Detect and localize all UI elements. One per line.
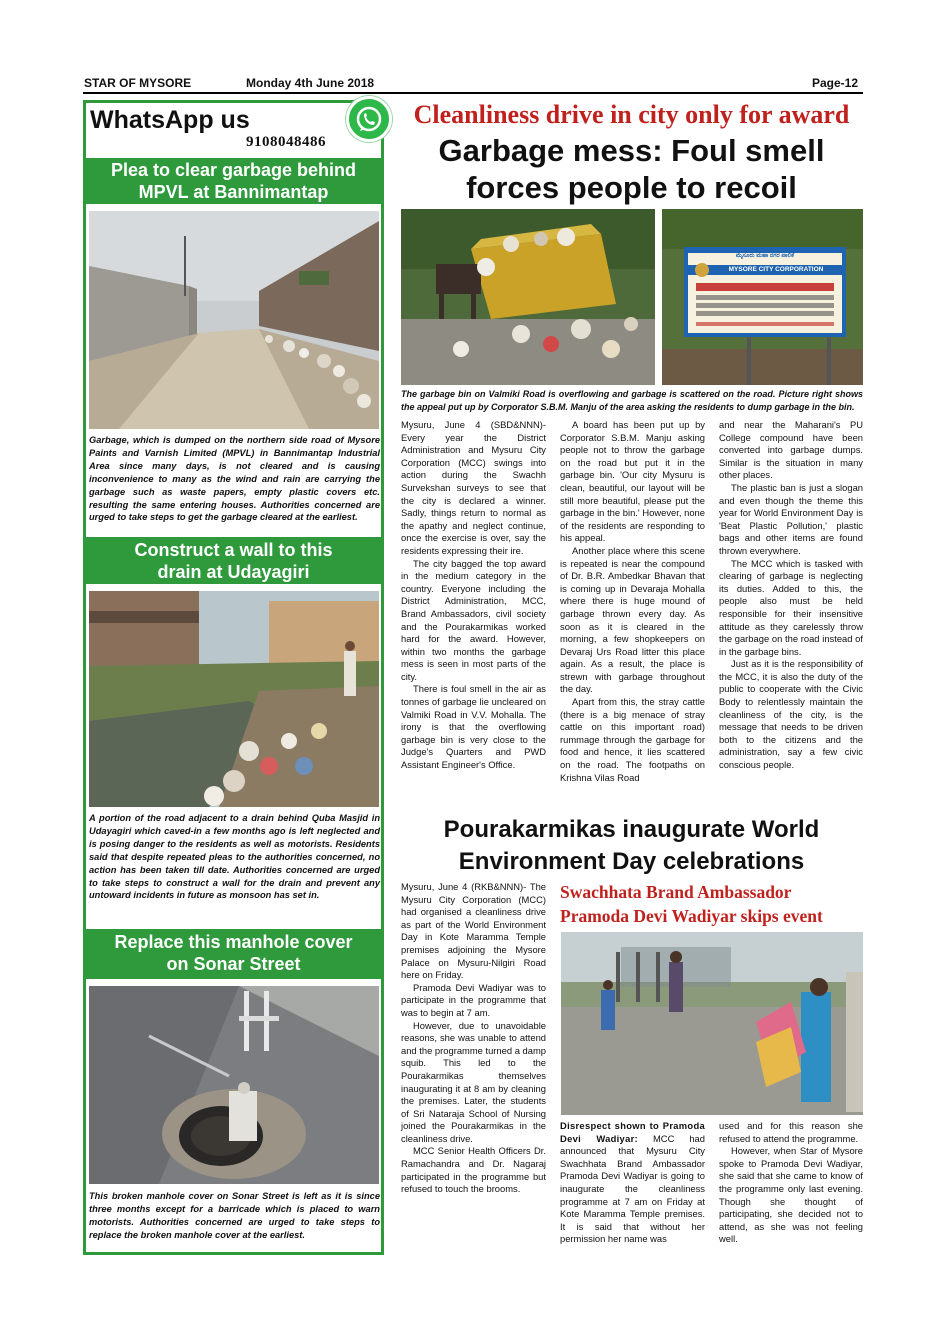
photo-garbage-road <box>89 211 379 429</box>
story1-paragraph: The city bagged the top award in the medium category in the country. Everyone including the District Administration, MCC, Brand Ambassadors, civil society and the Pourakarmikas worked hard for the award. However, within two months the garbage mess is seen in most parts of the city. <box>401 557 546 682</box>
story2-paragraph: used and for this reason she refused to attend the programme. <box>719 1120 863 1144</box>
story1-paragraph: There is foul smell in the air as tonnes of garbage lie uncleared on Valmiki Road in V.V. Mohalla. The irony is that the overflowing garbage bin is very close to the Judge's Quarters and PWD Assistant Engineer's Office. <box>401 683 546 771</box>
story2-lead-in: Disrespect shown to Pramoda Devi Wadiyar: <box>560 1120 705 1144</box>
photo-overflowing-garbage-bin <box>401 209 655 385</box>
section-title-sonar-street <box>86 929 381 979</box>
story1-paragraph: Apart from this, the stray cattle (there is a big menace of stray cattle on this important road) rummage through the garbage for food and hence, it lies scattered on the road. The footpaths on Krishna Vilas Road <box>560 696 705 783</box>
story2-column-2 <box>560 1120 705 1246</box>
story2-paragraph: However, due to unavoidable reasons, she was unable to attend and the programme turned a damp squib. This led to the Pourakarmikas themselves inaugurating it at 8 am by cleaning the premises. Later, the students of Sri Nataraja School of Nursing joined the Pourakarmikas in the cleanliness drive. <box>401 1019 546 1144</box>
masthead-paper-name: STAR OF MYSORE <box>84 76 192 90</box>
whatsapp-number: 9108048486 <box>246 134 326 150</box>
page-number: Page-12 <box>812 76 859 90</box>
photo-corporator-appeal-sign <box>662 209 863 385</box>
story2-column-3 <box>719 1120 863 1246</box>
story1-paragraph: Another place where this scene is repeated is near the compound of Dr. B.R. Ambedkar Bhavan that is coming up in Devaraja Mohalla where there is huge mound of garbage thrown every day. As soon as it is cleared in the morning, a few shopkeepers on Devaraj Urs Road litter this place again. As a result, the place is strewn with garbage throughout the day. <box>560 544 705 695</box>
section-title-line: Replace this manhole cover <box>114 932 353 952</box>
story2-headline-line2: Environment Day celebrations <box>458 848 805 875</box>
story2-paragraph: Mysuru, June 4 (RKB&NNN)- The Mysuru City Corporation (MCC) had organised a cleanliness drive as part of the World Environment Day in Kote Maramma Temple premises adjoining the Mysore Palace on Mysuru-Nilgiri Road here on Friday. <box>401 881 546 981</box>
story1-headline-line2: forces people to recoil <box>466 170 797 205</box>
whatsapp-icon <box>346 96 392 142</box>
story1-headline-line1: Garbage mess: Foul smell <box>438 133 825 168</box>
photo-broken-manhole <box>89 986 379 1184</box>
photo-caption-udayagiri: A portion of the road adjacent to a drain behind Quba Masjid in Udayagiri which caved-in a few months ago is left neglected and is posing danger to the residents as well as motorists. Residents said that despite repeated pleas to the authorities concerned, no action has been taken till date. Authorities concerned are urged to take steps to construct a wall for the drain and prevent any untoward incidents in future as monsoon has set in. <box>89 813 380 901</box>
masthead-date: Monday 4th June 2018 <box>246 76 375 90</box>
story1-paragraph: A board has been put up by Corporator S.B.M. Manju asking people not to throw the garbage on the road but put it in the garbage bin. 'Our city Mysuru is clean, beautiful, our layout will be still more beautiful, please put the garbage in the bin.' However, none of the residents are responding to his appeal. <box>560 419 705 544</box>
story1-paragraph: The MCC which is tasked with clearing of garbage is neglecting its duties. Added to this, the people also must be held responsible for their insensitive attitude as they carelessly throw the garbage on the road instead of in the garbage bins. <box>719 557 863 657</box>
story1-kicker: Cleanliness drive in city only for award <box>413 100 850 129</box>
story1-paragraph: Mysuru, June 4 (SBD&NNN)- Every year the District Administration and Mysuru City Corporation (MCC) swings into action during the Swachh Survekshan surveys to see that the city is declared a winner. Sadly, things return to normal as the apathy and neglect continue, once the exercise is over, say the residents expressing their ire. <box>401 419 546 556</box>
story2-column-1 <box>401 881 546 1196</box>
story2-headline-line1: Pourakarmikas inaugurate World <box>443 816 820 843</box>
story2-subhead-line2: Pramoda Devi Wadiyar skips event <box>560 906 823 926</box>
sign-kannada-line: ಮೈಸೂರು ಮಹಾ ನಗರ ಪಾಲಿಕೆ <box>735 253 795 259</box>
whatsapp-title: WhatsApp us <box>90 106 250 134</box>
story1-paragraph: The plastic ban is just a slogan and even though the theme this year for World Environment Day is 'Beat Plastic Pollution,' plastic bags and other items are found thrown everywhere. <box>719 481 863 556</box>
section-title-line: Construct a wall to this <box>134 540 333 560</box>
story1-paragraph: and near the Maharani's PU College compound have been converted into garbage dumps. Similar is the situation in many other places. <box>719 419 863 481</box>
header-rule <box>83 92 863 94</box>
story1-column-1 <box>401 419 546 772</box>
story2-paragraph: MCC Senior Health Officers Dr. Ramachandra and Dr. Nagaraj participated in the programme but refused to touch the brooms. <box>401 1145 546 1195</box>
story2-paragraph: MCC had announced that Mysuru City Swachhata Brand Ambassador Pramoda Devi Wadiyar is going to inaugurate the cleanliness programme at 7 am on Friday at Kote Maramma Temple premises. It is said that without her permission her name was <box>560 1132 705 1245</box>
photo-caption-mpvl: Garbage, which is dumped on the northern side road of Mysore Paints and Varnish Limited (MPVL) in Bannimantap Industrial Area since many days, is not cleared and is causing inconvenience to many as the wind and rain are carrying the garbage such as waste papers, empty plastic covers etc. resulting the same entering houses. Authorities concerned are urged to take steps to get the garbage cleared at the earliest. <box>89 435 380 523</box>
section-title-line: on Sonar Street <box>166 954 301 974</box>
story2-subhead-line1: Swachhata Brand Ambassador <box>560 882 792 902</box>
section-title-udayagiri <box>86 537 381 584</box>
story1-paragraph: Just as it is the responsibility of the MCC, it is also the duty of the public to cooperate with the Civic Body to relentlessly maintain the cleanliness of the city, is the message that needs to be driven both to the citizens and the administration, say a few civic conscious people. <box>719 658 863 771</box>
story2-paragraph: Pramoda Devi Wadiyar was to participate in the programme that was to begin at 7 am. <box>401 981 546 1018</box>
photo-pourakarmikas-cleaning <box>561 932 863 1115</box>
story2-paragraph: However, when Star of Mysore spoke to Pramoda Devi Wadiyar, she said that she came to know of the programme only last evening. Though she thought of participating, she decided not to attend, as she was not feeling well. <box>719 1145 863 1245</box>
story1-column-3 <box>719 419 863 772</box>
sign-corporation-name: MYSORE CITY CORPORATION <box>728 266 824 273</box>
story1-photo-caption: The garbage bin on Valmiki Road is overflowing and garbage is scattered on the road. Picture right shows the appeal put up by Corporator S.B.M. Manju of the area asking the residents to dump garbage in the bin. <box>401 389 863 412</box>
section-title-mpvl <box>86 158 381 204</box>
section-title-line: MPVL at Bannimantap <box>138 182 329 202</box>
photo-drain-udayagiri <box>89 591 379 807</box>
section-title-line: drain at Udayagiri <box>157 562 310 582</box>
photo-caption-manhole: This broken manhole cover on Sonar Street is left as it is since three months except for a barricade which is placed to warn motorists. Authorities concerned are urged to take steps to replace the broken manhole cover at the earliest. <box>89 1191 380 1240</box>
story1-column-2 <box>560 419 705 784</box>
section-title-line: Plea to clear garbage behind <box>110 160 357 180</box>
